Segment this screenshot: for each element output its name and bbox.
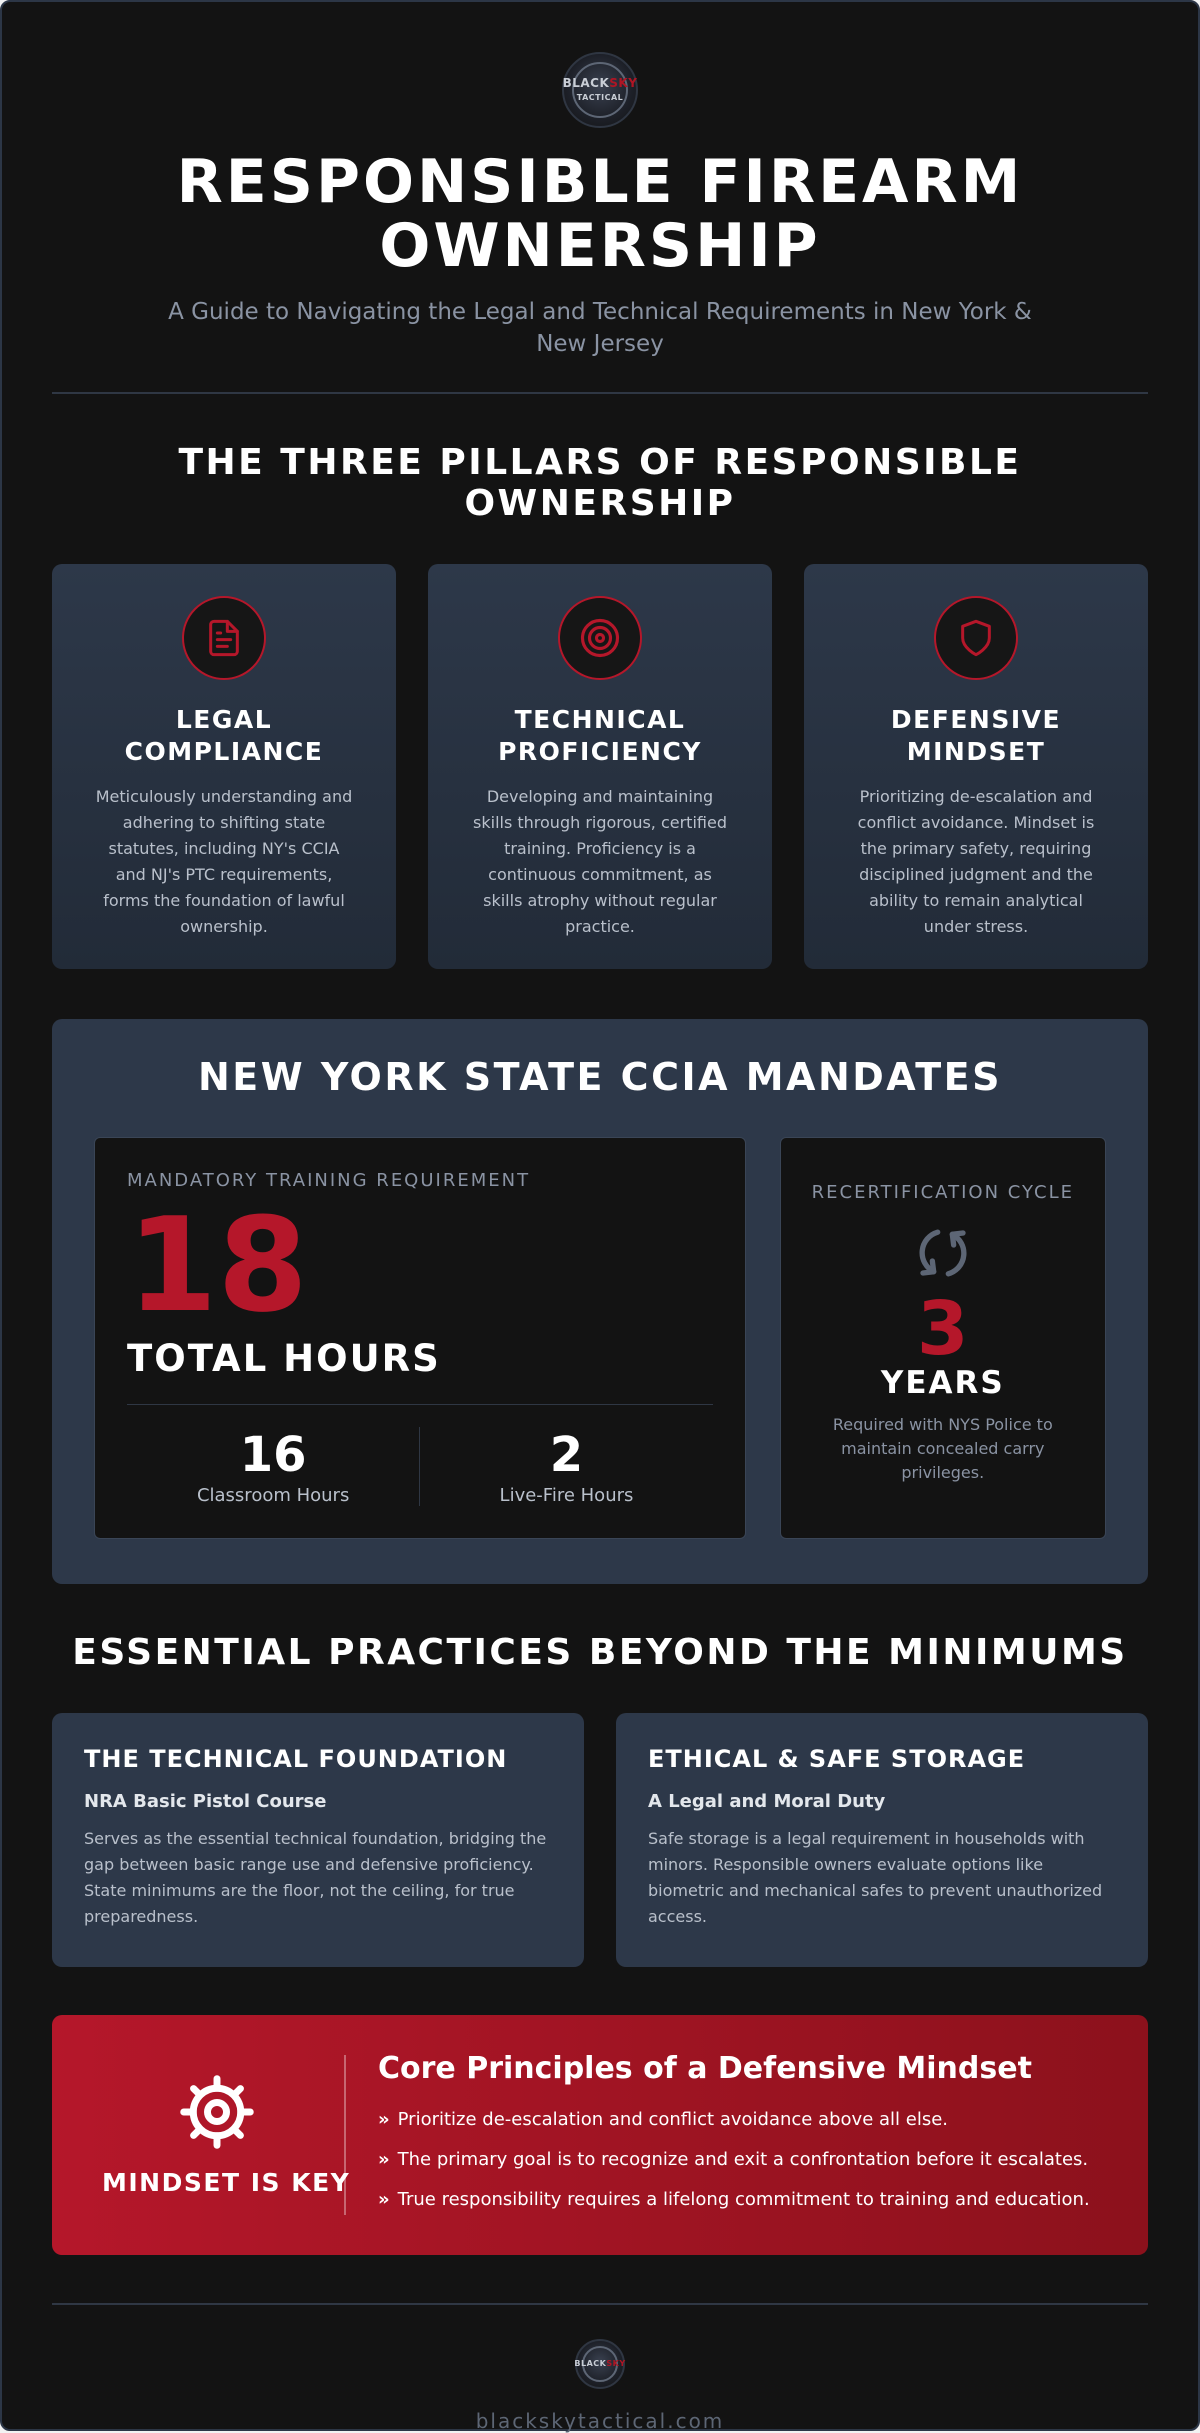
pillar-text: Prioritizing de-escalation and conflict avoidance. Mindset is the primary safety, requiring disciplined judgment and the ability to remain analytical under stress. [857, 787, 1095, 936]
list-item [378, 2100, 1090, 2140]
practice-subtitle: NRA Basic Pistol Course [84, 1791, 327, 1812]
shield-icon [934, 596, 1018, 680]
refresh-icon [805, 1221, 1081, 1285]
practice-text: Safe storage is a legal requirement in households with minors. Responsible owners evaluate options like biometric and mechanical safes to prevent unauthorized access. [648, 1829, 1103, 1926]
ccia-row [94, 1137, 1106, 1539]
logo-word-2: SKY [606, 2358, 626, 2368]
pillar-card-legal [52, 564, 396, 969]
training-total-value: 18 [127, 1189, 308, 1341]
training-card [94, 1137, 746, 1539]
ccia-section [52, 1019, 1148, 1584]
pillar-card-defensive [804, 564, 1148, 969]
recert-unit: YEARS [880, 1365, 1005, 1401]
list-item [378, 2140, 1090, 2180]
header-logo-wrap [52, 2, 1148, 128]
pillar-card-technical [428, 564, 772, 969]
livefire-hours-value: 2 [549, 1427, 584, 1483]
logo-text [574, 2360, 625, 2369]
pillar-text: Developing and maintaining skills through rigorous, certified training. Proficiency is a continuous commitment, as skills atrophy without regular practice. [473, 787, 727, 936]
gear-icon [102, 2074, 332, 2150]
mindset-banner [52, 2015, 1148, 2255]
footer-divider [52, 2303, 1148, 2305]
practice-title: THE TECHNICAL FOUNDATION [84, 1745, 508, 1773]
logo-word-2: SKY [609, 75, 638, 90]
training-divider [127, 1404, 713, 1405]
logo-text [563, 77, 638, 103]
list-item-text: Prioritize de-escalation and conflict avoidance above all else. [397, 2108, 948, 2130]
pillars-grid [52, 564, 1148, 969]
document-icon [182, 596, 266, 680]
target-icon [558, 596, 642, 680]
practice-text: Serves as the essential technical foundation, bridging the gap between basic range use and defensive proficiency. State minimums are the floor, not the ceiling, for true preparedness. [84, 1829, 547, 1926]
practices-title: ESSENTIAL PRACTICES BEYOND THE MINIMUMS [72, 1632, 1128, 1673]
list-item-text: True responsibility requires a lifelong commitment to training and education. [397, 2188, 1090, 2210]
classroom-hours-stat [127, 1427, 419, 1506]
classroom-hours-label: Classroom Hours [196, 1485, 350, 1506]
training-breakdown [127, 1427, 713, 1506]
pillars-title: THE THREE PILLARS OF RESPONSIBLE OWNERSHIP [178, 442, 1022, 524]
mindset-key-block [102, 2074, 351, 2197]
bullet-icon: » [378, 2108, 390, 2130]
mindset-divider [344, 2055, 346, 2215]
mindset-principles [378, 2051, 1090, 2220]
livefire-hours-stat [419, 1427, 712, 1506]
mindset-key-label: MINDSET IS KEY [102, 2167, 351, 2197]
logo-word-3: TACTICAL [576, 93, 624, 102]
footer-url[interactable]: blackskytactical.com [475, 2409, 725, 2433]
pillar-title: TECHNICAL PROFICIENCY [498, 705, 702, 766]
training-total-label: TOTAL HOURS [127, 1337, 441, 1380]
logo-word-1: BLACK [574, 2358, 607, 2368]
bullet-icon: » [378, 2148, 390, 2170]
brand-logo [562, 52, 638, 128]
practice-subtitle: A Legal and Moral Duty [648, 1791, 886, 1812]
header-divider [52, 392, 1148, 394]
footer-logo [575, 2339, 625, 2389]
bullet-icon: » [378, 2188, 390, 2210]
mindset-title: Core Principles of a Defensive Mindset [378, 2050, 1032, 2086]
page-title: RESPONSIBLE FIREARM OWNERSHIP [176, 147, 1024, 281]
footer-logo-wrap [52, 2339, 1148, 2389]
list-item [378, 2180, 1090, 2220]
recert-label: RECERTIFICATION CYCLE [811, 1182, 1074, 1203]
practices-grid [52, 1713, 1148, 1967]
practice-card-technical [52, 1713, 584, 1967]
recert-value: 3 [917, 1286, 969, 1372]
list-item-text: The primary goal is to recognize and exit a confrontation before it escalates. [397, 2148, 1089, 2170]
mindset-list [378, 2100, 1090, 2220]
page-subtitle: A Guide to Navigating the Legal and Technical Requirements in New York & New Jersey [168, 299, 1032, 357]
practice-title: ETHICAL & SAFE STORAGE [648, 1745, 1026, 1773]
pillar-title: LEGAL COMPLIANCE [124, 705, 324, 766]
livefire-hours-label: Live-Fire Hours [499, 1485, 634, 1506]
pillar-text: Meticulously understanding and adhering to shifting state statutes, including NY's CCIA and NJ's PTC requirements, forms the foundation of lawful ownership. [95, 787, 353, 936]
pillar-title: DEFENSIVE MINDSET [890, 705, 1062, 766]
recertification-card [780, 1137, 1106, 1539]
practice-card-storage [616, 1713, 1148, 1967]
ccia-title: NEW YORK STATE CCIA MANDATES [197, 1055, 1003, 1099]
logo-word-1: BLACK [562, 75, 610, 90]
classroom-hours-value: 16 [239, 1427, 307, 1483]
training-label: MANDATORY TRAINING REQUIREMENT [127, 1170, 531, 1191]
recert-text: Required with NYS Police to maintain concealed carry privileges. [832, 1415, 1053, 1482]
